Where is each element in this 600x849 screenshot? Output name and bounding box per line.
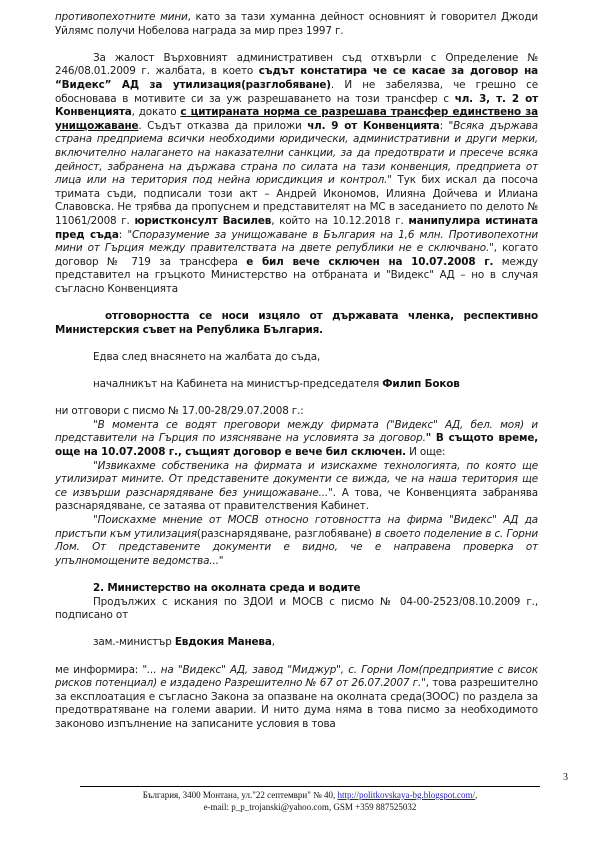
text: , докато xyxy=(131,106,181,119)
text-italic: "... на "Видекс" АД, завод "Миджур", с. Горни Лом(предприятие с висок рисков потенциал) е издадено Разрешително № 67 от 26.07.2007 г." xyxy=(55,663,538,690)
text: , xyxy=(271,636,275,649)
blog-link[interactable]: http://politkovskaya-bg.blogspot.com/ xyxy=(337,790,476,800)
text-bold: съдът констатира че се касае за договор на “Видекс” АД за утилизация(разглобяване) xyxy=(55,65,539,91)
text-bold: юристконсулт Василев xyxy=(134,214,272,227)
paragraph-letter-reply: ни отговори с писмо № 17.00-28/29.07.2008 г.: xyxy=(55,405,304,418)
text: . Съдът отказва да приложи xyxy=(138,119,308,132)
text: : xyxy=(118,228,128,241)
text: , който на 10.12.2018 г. xyxy=(271,214,409,227)
footer-contact: e-mail: p_p_trojanski@yahoo.com, GSM +359 887525032 xyxy=(203,802,417,812)
person-name: Евдокия Манева xyxy=(174,636,272,649)
text: , xyxy=(475,790,478,800)
section-heading-ministry-environment xyxy=(55,582,538,596)
paragraph-zdoi-request: Продължих с искания по ЗДОИ и МОСВ с писмо № 04-00-2523/08.10.2009 г., подписано от xyxy=(55,595,538,622)
text: , като за тази хуманна дейност основният ѝ говорител Джоди Уйлямс получи Нобелова награда за мир през 1997 г. xyxy=(55,11,538,37)
text-bold: манипулира истината пред съда xyxy=(55,214,538,241)
text: между представител на гръцкото Министерство на отбраната и "Видекс" АД – но в случая съгласно Конвенцията xyxy=(55,255,538,295)
text: , това разрешително за експлоатация е съгласно Закона за опазване на околната среда(ЗООС) по раздела за предотвратяване на големи аварии. И нито дума няма в това писмо за необходимото законово изпълнение на записаните условия в това xyxy=(55,677,538,730)
text-italic: "Извикахме собственика на фирмата и изискахме технологията, по която ще утилизират мините. От представените документи се вижда, че на наша територия ще се извърши разснарядяване без унищожаване..." xyxy=(55,459,538,499)
paragraph-court-ruling xyxy=(55,52,538,297)
text-italic: "В момента се водят преговори между фирмата ("Видекс" АД, бел. моя) и представители на Гърция по изясняване на условията за договор. xyxy=(55,418,538,445)
paragraph-after-complaint: Едва след внасянето на жалбата до съда, xyxy=(93,350,321,363)
text: Тук бих искал да посоча тримата съди, подписали този акт – Андрей Икономов, Илияна Дойчева и Илиана Славовска. Не трябва да пропуснем и представителят на МС в заседанието по делото № 11061/2008 г. xyxy=(55,174,538,227)
document-body xyxy=(55,11,538,731)
paragraph-quote-owner xyxy=(55,460,538,514)
text-bold: отговорността се носи изцяло от държавата членка, респективно Министерския съвет на Република България. xyxy=(55,310,538,336)
text: , когато договор № 719 за трансфера xyxy=(55,242,538,268)
text-bold: чл. 3, т. 2 от Конвенцията xyxy=(55,92,538,119)
text: ме информира: xyxy=(55,663,143,676)
paragraph-quote-mosv xyxy=(55,514,538,568)
quote-article-9: "Всяка държава страна предприема всички необходими юридически, административни и други мерки, включително налагането на наказателни санкции, за да предотврати и пресече всяка дейност, забранена на държава страна по силата на тази конвенция, предприета от лица или на територия под нейна юрисдикция и контрол." xyxy=(55,119,538,187)
paragraph-permit-info xyxy=(55,664,538,732)
paragraph-quote-negotiations xyxy=(55,419,538,460)
footer-divider xyxy=(80,786,540,787)
paragraph-cabinet-head xyxy=(55,378,538,392)
text: И още: xyxy=(405,446,446,458)
text: . И не забелязва, че грешно се обосновава в мотивите си за уж разрешаването на този трансфер с xyxy=(55,78,538,105)
quote-agreement: "Споразумение за унищожаване в България на 1,6 млн. Противопехотни мини от Гърция между правителствата на двете републики не е сключвано." xyxy=(55,228,538,255)
page-number: 3 xyxy=(563,772,568,783)
text-bold-underline: с цитираната норма се разрешава трансфер единствено за унищожаване xyxy=(55,106,538,132)
paragraph-deputy-minister xyxy=(55,636,538,650)
text: : xyxy=(439,119,449,132)
heading-text: 2. Министерство на околната среда и водите xyxy=(93,581,361,594)
text: началникът на Кабинета на министър-председателя xyxy=(93,378,383,391)
text: За жалост Върховният административен съд отхвърли с Определение № 246/08.01.2009 г. жалбата, в което xyxy=(55,51,538,78)
text-bold: чл. 9 от Конвенцията xyxy=(307,119,440,132)
text: . А това, че Конвенцията забранява разснарядяване, се затаява от правителствения Кабинет. xyxy=(55,486,538,513)
person-name: Филип Боков xyxy=(382,378,460,391)
footer-address-line xyxy=(80,789,540,801)
text: зам.-министър xyxy=(93,636,175,649)
text-italic: "Поискахме мнение от МОСВ относно готовността на фирма "Видекс" АД да пристъпи към утилизация xyxy=(55,513,538,540)
paragraph-responsibility xyxy=(55,310,538,337)
page-footer xyxy=(80,789,540,813)
text-bold: е бил вече сключен на 10.07.2008 г. xyxy=(246,255,494,268)
paragraph-nobel xyxy=(55,11,538,38)
text: (разснарядяване, разглобяване) xyxy=(196,527,372,540)
text-bold: " В същото време, още на 10.07.2008 г., същият договор е вече бил сключен. xyxy=(55,432,539,458)
text-italic: в своето поделение в с. Горни Лом. От представените документи е видно, че е направена проверка от упълномощените ведомства..." xyxy=(55,527,538,567)
text-italic: противопехотните мини xyxy=(55,11,188,23)
footer-address: България, 3400 Монтана, ул."22 септември" № 40, xyxy=(142,790,338,800)
